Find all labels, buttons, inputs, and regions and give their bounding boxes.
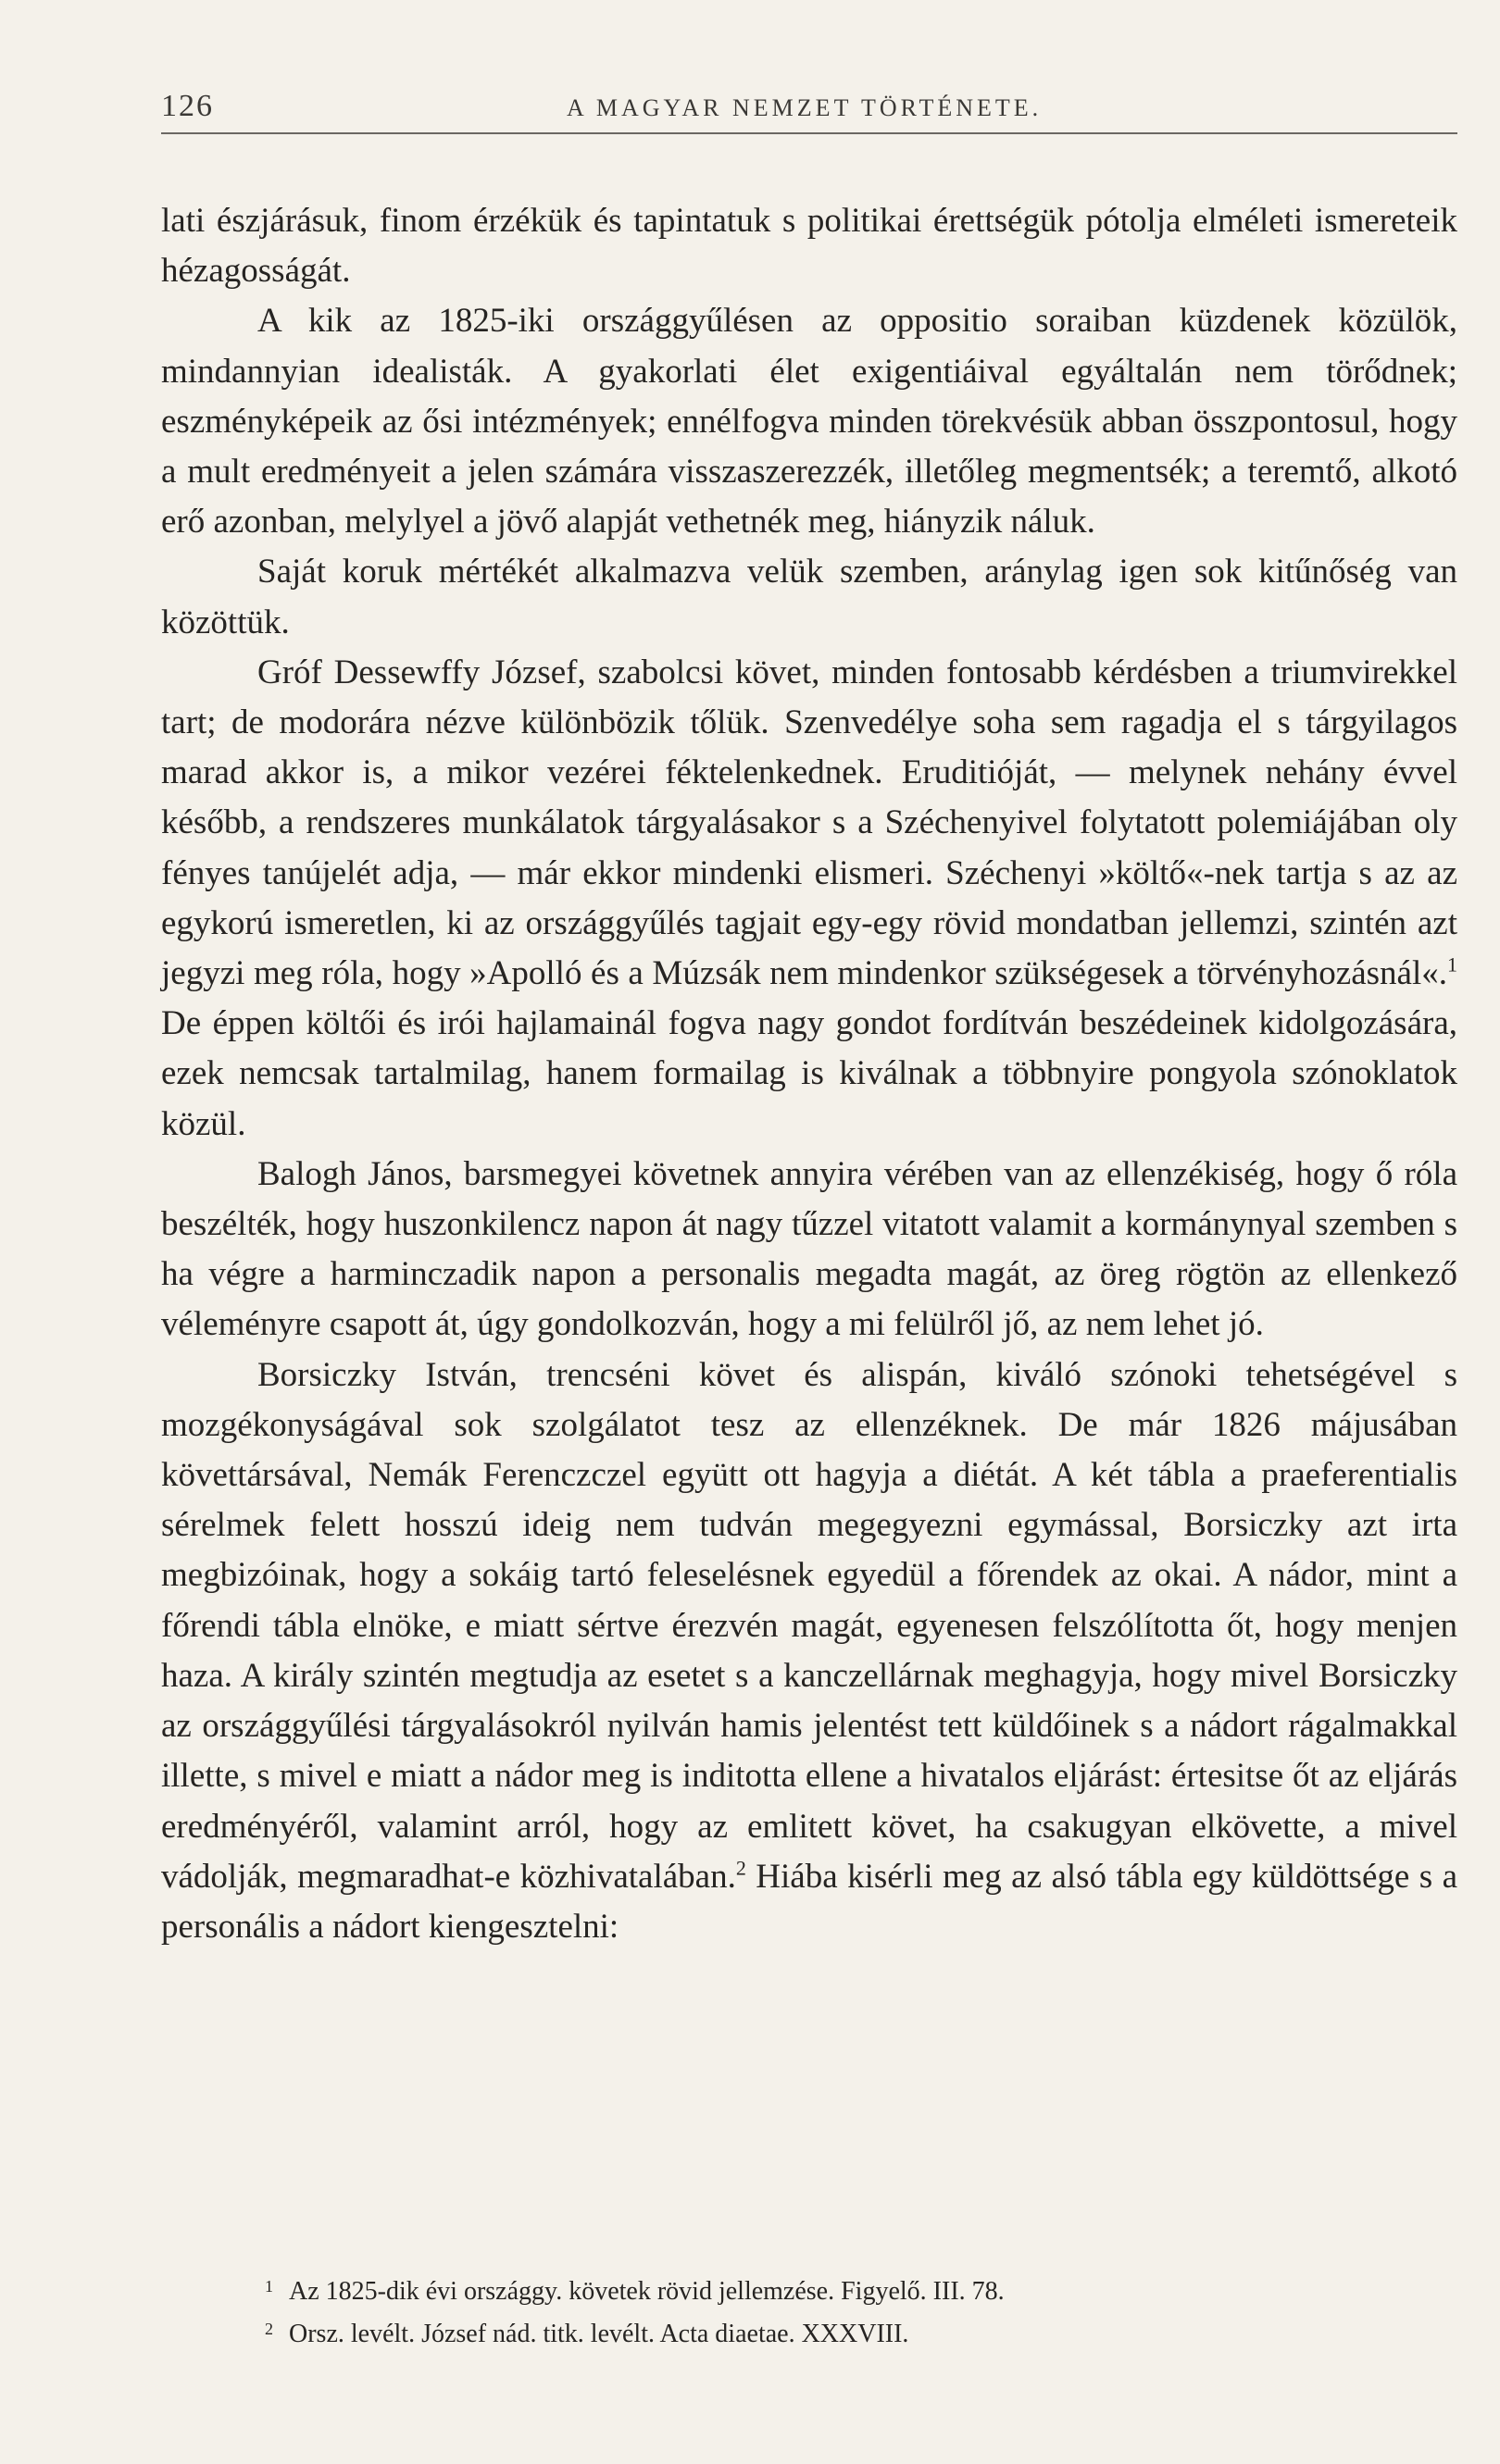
- paragraph: Saját koruk mértékét alkalmazva velük szemben, aránylag igen sok kitűnőség van közöttük.: [161, 553, 1457, 641]
- paragraph: Borsiczky István, trencséni követ és alispán, kiváló szónoki tehetségével s mozgékonyságával sok szolgálatot tesz az ellenzéknek. De már 1826 májusában követtársával, Nemák Ferenczczel együtt ott hagyja a diétát. A két tábla a praeferentialis sérelmek felett hosszú ideig nem tudván megegyezni egymással, Borsiczky azt irta megbizóinak, hogy a sokáig tartó feleselésnek egyedül a főrendek az okai. A nádor, mint a főrendi tábla elnöke, e miatt sértve érezvén magát, egyenesen felszólította őt, hogy menjen haza. A király szintén megtudja az esetet s a kanczellárnak meghagyja, hogy mivel Borsiczky az országgyűlési tárgyalásokról nyilván hamis jelentést tett küldőinek s a nádort rágalmakkal illette, s mivel e miatt a nádor meg is inditotta ellene a hivatalos eljárást: értesitse őt az eljárás eredményéről, valamint arról, hogy az emlitett követ, ha csakugyan elkövette, a mivel vádolják, megmaradhat-e közhivatalában.$^2$ Hiába kisérli meg az alsó tábla egy küldöttsége s a personális a nádort kiengesztelni:: [161, 1355, 1457, 1946]
- footnote-ref: 1: [1447, 952, 1457, 977]
- page-header: [161, 89, 1457, 126]
- footnote-text: Orsz. levélt. József nád. titk. levélt. Acta diaetae. XXXVIII.: [289, 2320, 909, 2348]
- footnote: [161, 2313, 1457, 2356]
- header-rule: [161, 132, 1457, 134]
- footnote-mark: 2: [265, 2320, 273, 2338]
- footnote: [161, 2271, 1457, 2313]
- body-text: [161, 196, 1457, 1952]
- paragraph: lati észjárásuk, finom érzékük és tapintatuk s politikai érettségük pótolja elméleti ismereteik hézagosságát.: [161, 202, 1457, 291]
- footnote-ref: 2: [735, 1856, 746, 1880]
- page-number: 126: [161, 89, 214, 123]
- paragraph: A kik az 1825-iki országgyűlésen az oppositio soraiban küzdenek közülök, mindannyian idealisták. A gyakorlati élet exigentiáival egyáltalán nem törődnek; eszményképeik az ősi intézmények; ennélfogva minden törekvésük abban összpontosul, hogy a mult eredményeit a jelen számára visszaszerezzék, illetőleg megmentsék; a teremtő, alkotó erő azonban, melylyel a jövő alapját vethetnék meg, hiányzik náluk.: [161, 302, 1457, 541]
- footnotes: [161, 2271, 1457, 2356]
- paragraph: Gróf Dessewffy József, szabolcsi követ, minden fontosabb kérdésben a triumvirekkel tart; de modorára nézve különbözik tőlük. Szenvedélye soha sem ragadja el s tárgyilagos marad akkor is, a mikor vezérei féktelenkednek. Eruditióját, — melynek nehány évvel később, a rendszeres munkálatok tárgyalásakor s a Széchenyivel folytatott polemiájában oly fényes tanújelét adja, — már ekkor mindenki elismeri. Széchenyi »költő«-nek tartja s az az egykorú ismeretlen, ki az országgyűlés tagjait egy-egy rövid mondatban jellemzi, szintén azt jegyzi meg róla, hogy »Apolló és a Múzsák nem mindenkor szükségesek a törvényhozásnál«.$^1$ De éppen költői és irói hajlamainál fogva nagy gondot fordítván beszédeinek kidolgozására, ezek nemcsak tartalmilag, hanem formailag is kiválnak a többnyire pongyola szónoklatok közül.: [161, 653, 1457, 1143]
- paragraph: Balogh János, barsmegyei követnek annyira vérében van az ellenzékiség, hogy ő róla beszélték, hogy huszonkilencz napon át nagy tűzzel vitatott valamit a kormánynyal szemben s ha végre a harminczadik napon a personalis megadta magát, az öreg rögtön az ellenkező véleményre csapott át, úgy gondolkozván, hogy a mi felülről jő, az nem lehet jó.: [161, 1154, 1457, 1344]
- footnote-text: Az 1825-dik évi országgy. követek rövid jellemzése. Figyelő. III. 78.: [289, 2277, 1005, 2306]
- running-title: A MAGYAR NEMZET TÖRTÉNETE.: [567, 94, 1043, 121]
- footnote-mark: 1: [265, 2277, 273, 2296]
